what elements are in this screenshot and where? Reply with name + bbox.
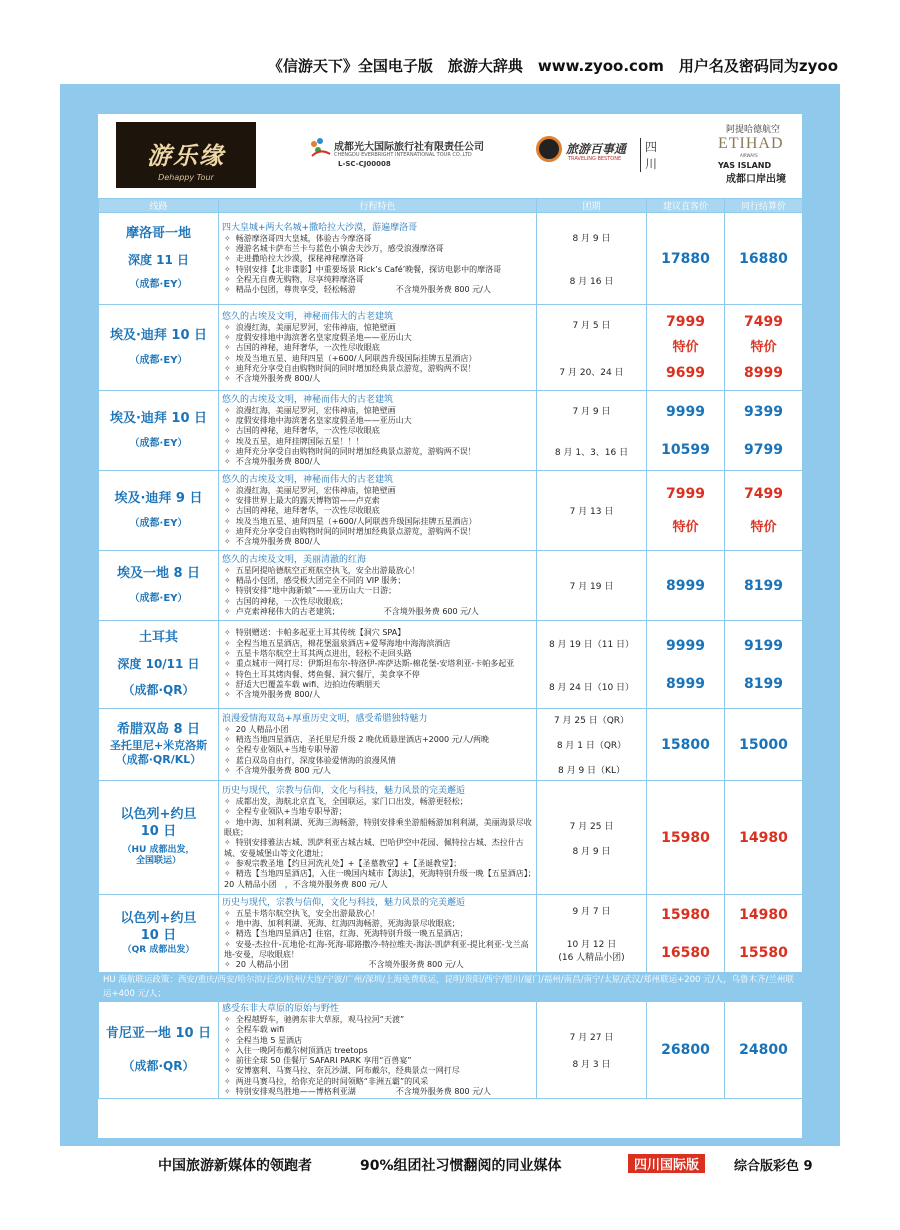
features-cell: ✧ 特别赠送：卡帕多起亚土耳其传统【洞穴 SPA】 ✧ 全程当地五星酒店，棉花堡温泉酒店+爱琴海地中海海滨酒店 ✧ 五星卡塔尔航空土耳其两点进出，轻松不走回头路 ✧ 重点城市一网打尽：伊斯坦布尔-特洛伊-库萨达斯-棉花堡-安塔利亚-卡帕多起亚 ✧ 特色土耳其烤肉餐、烤鱼餐、洞穴餐厅，美食享不停 ✧ 舒适大巴覆盖车载 wifi、边拍边传晒朋天 ✧ 不含境外服务费 800/人 bbox=[219, 621, 537, 709]
retail-price: 9999 8999 bbox=[647, 621, 725, 709]
trade-price: 9399 9799 bbox=[725, 391, 803, 471]
table-row bbox=[99, 709, 803, 781]
table-row bbox=[99, 213, 803, 305]
features-cell: 感受东非大草原的原始与野性 ✧ 全程越野车，驰骋东非大草原，观马拉河“天渡” ✧ 全程车载 wifi ✧ 全程当地 5 星酒店 ✧ 入住一晚阿布戴尔树顶酒店 treetops ✧ 前往全球 50 佳餐厅 SAFARI PARK 享用“百兽宴” ✧ 安博塞利、马赛马拉、奈瓦沙湖、阿布戴尔，经典景点一网打尽 ✧ 两进马赛马拉，给你充足的时间领略“非洲五霸”的风采 ✧ 特别安排观鸟胜地——博格利亚湖 不含境外服务费 800 元/人 bbox=[219, 1002, 537, 1099]
retail-price: 15800 bbox=[647, 709, 725, 781]
tour-table bbox=[98, 198, 803, 1099]
dates-cell: 8 月 19 日（11 日） 8 月 24 日（10 日） bbox=[537, 621, 647, 709]
content-paper bbox=[98, 114, 802, 1138]
trade-price: 15000 bbox=[725, 709, 803, 781]
dates-cell: 7 月 25 日 8 月 9 日 bbox=[537, 781, 647, 895]
dates-cell: 7 月 9 日 8 月 1、3、16 日 bbox=[537, 391, 647, 471]
route-cell: 肯尼亚一地 10 日 （成都·QR） bbox=[99, 1002, 219, 1099]
trade-price: 7499 特价 8999 bbox=[725, 305, 803, 391]
youlexuan-logo: 游乐缘 Dehappy Tour bbox=[116, 122, 256, 188]
features-cell: 悠久的古埃及文明，美丽清澈的红海 ✧ 五星阿提哈德航空正班航空执飞，安全出游最放心！ ✧ 精品小包团，感受极大团完全不同的 VIP 服务； ✧ 特别安排“地中海新娘”——亚历山大一日游； ✧ 古国的神秘，一次性尽收眼底； ✧ 卢克索神秘伟大的古老建筑； 不含境外服务费 600 元/人 bbox=[219, 551, 537, 621]
trade-price: 14980 15580 bbox=[725, 895, 803, 973]
logo-bar bbox=[98, 114, 802, 198]
dates-cell: 7 月 27 日 8 月 3 日 bbox=[537, 1002, 647, 1099]
col-features: 行程特色 bbox=[219, 199, 537, 213]
route-cell: 埃及·迪拜 10 日 （成都·EY） bbox=[99, 391, 219, 471]
footer-slogan-1: 中国旅游新媒体的领跑者 bbox=[158, 1158, 312, 1174]
features-cell: 悠久的古埃及文明，神秘而伟大的古老建筑 ✧ 浪漫红海，美丽尼罗河，宏伟神庙，惊艳壁画 ✧ 度假安排地中海滨著名皇家度假圣地——亚历山大 ✧ 古国的神秘，迪拜奢华，一次性尽收眼底 ✧ 埃及五星，迪拜挂牌国际五星！！！ ✧ 迪拜充分享受自由购物时间的同时增加经典景点游览，游购两不误！ ✧ 不含境外服务费 800/人 bbox=[219, 391, 537, 471]
trade-price: 16880 bbox=[725, 213, 803, 305]
route-cell: 摩洛哥一地 深度 11 日 （成都·EY） bbox=[99, 213, 219, 305]
features-cell: 浪漫爱情海双岛+厚重历史文明，感受希腊独特魅力 ✧ 20 人精品小团 ✧ 精选当地四星酒店、圣托里尼升级 2 晚优质悬崖酒店+2000 元/人/两晚 ✧ 全程专业领队+当地专职导游 ✧ 蓝白双岛自由行，深度体验爱情海的浪漫风情 ✧ 不含境外服务费 800 元/人 bbox=[219, 709, 537, 781]
table-row bbox=[99, 781, 803, 895]
page-number: 综合版彩色 9 bbox=[734, 1159, 813, 1174]
trade-price: 24800 bbox=[725, 1002, 803, 1099]
route-cell: 土耳其 深度 10/11 日 （成都·QR） bbox=[99, 621, 219, 709]
dates-cell: 7 月 5 日 7 月 20、24 日 bbox=[537, 305, 647, 391]
table-row bbox=[99, 621, 803, 709]
retail-price: 15980 bbox=[647, 781, 725, 895]
col-dates: 团期 bbox=[537, 199, 647, 213]
dates-cell: 7 月 13 日 bbox=[537, 471, 647, 551]
retail-price: 15980 16580 bbox=[647, 895, 725, 973]
features-cell: 四大皇城+两大名城+撒哈拉大沙漠，游遍摩洛哥 ✧ 畅游摩洛哥四大皇城，体验古今摩洛哥 ✧ 漫游名城卡萨布兰卡与蓝色小镇舍夫沙万，感受浪漫摩洛哥 ✧ 走进撒哈拉大沙漠，探秘神秘摩洛哥 ✧ 特别安排【北非谍影】中重要场景 Rick’s Café’晚餐，探访电影中的摩洛哥 ✧ 全程无自费无购物，尽享纯粹摩洛哥 ✧ 精品小包团，尊贵享受，轻松畅游 不含境外服务费 800 元/人 bbox=[219, 213, 537, 305]
table-row bbox=[99, 391, 803, 471]
dates-cell: 8 月 9 日 8 月 16 日 bbox=[537, 213, 647, 305]
page-footer bbox=[0, 1155, 900, 1175]
route-cell: 以色列+约旦 10 日 （HU 成都出发， 全国联运） bbox=[99, 781, 219, 895]
table-row bbox=[99, 1002, 803, 1099]
features-cell: 悠久的古埃及文明，神秘而伟大的古老建筑 ✧ 浪漫红海，美丽尼罗河，宏伟神庙，惊艳壁画 ✧ 度假安排地中海滨著名皇家度假圣地——亚历山大 ✧ 古国的神秘，迪拜奢华，一次性尽收眼底 ✧ 埃及当地五星、迪拜四星（+600/人阿联酋升级国际挂牌五星酒店） ✧ 迪拜充分享受自由购物时间的同时增加经典景点游览，游购两不误！ ✧ 不含境外服务费 800/人 bbox=[219, 305, 537, 391]
retail-price: 8999 bbox=[647, 551, 725, 621]
table-header bbox=[99, 199, 803, 213]
table-row bbox=[99, 471, 803, 551]
page-header: 《信游天下》全国电子版 旅游大辞典 www.zyoo.com 用户名及密码同为zyoo bbox=[267, 57, 838, 75]
chengdu-everbright-logo: 成都光大国际旅行社有限责任公司 CHENGDU EVERBRIGHT INTERNATIONAL TOUR CO.,LTD L-SC-CJ00008 bbox=[308, 134, 498, 174]
dates-cell: 7 月 25 日（QR） 8 月 1 日（QR） 8 月 9 日（KL） bbox=[537, 709, 647, 781]
retail-price: 7999 特价 bbox=[647, 471, 725, 551]
edition-badge: 四川国际版 bbox=[628, 1154, 705, 1173]
retail-price: 17880 bbox=[647, 213, 725, 305]
mascot-icon bbox=[536, 136, 562, 162]
lvyou-baishitong-logo: 旅游百事通 TRAVELING BESTONE 四川 bbox=[536, 134, 666, 174]
features-cell: 历史与现代，宗教与信仰，文化与科技，魅力风景的完美邂逅 ✧ 成都出发，海航北京直飞，全国联运，家门口出发，畅游更轻松； ✧ 全程专业领队+当地专职导游； ✧ 地中海、加利利湖、死海三海畅游，特别安排乘坐游船畅游加利利湖，美丽海景尽收眼底； ✧ 特别安排雅法古城、凯萨利亚古城古城、巴哈伊空中花园、佩特拉古城、杰拉什古城、安曼城堡山等文化遗址； ✧ 参观宗教圣地【约旦河洗礼处】+【圣墓教堂】+【圣诞教堂】； ✧ 精选【当地四星酒店】，入住一晚国内城市【海法】，死海特别升级一晚【五星酒店】； 20 人精品小团 ，不含境外服务费 800 元/人 bbox=[219, 781, 537, 895]
retail-price: 9999 10599 bbox=[647, 391, 725, 471]
trade-price: 14980 bbox=[725, 781, 803, 895]
features-cell: 悠久的古埃及文明，神秘而伟大的古老建筑 ✧ 浪漫红海，美丽尼罗河，宏伟神庙，惊艳壁画 ✧ 安排世界上最大的露天博物馆——卢克索 ✧ 古国的神秘，迪拜奢华，一次性尽收眼底 ✧ 埃及当地五星、迪拜四星（+600/人阿联酋升级国际挂牌五星酒店） ✧ 迪拜充分享受自由购物时间的同时增加经典景点游览，游购两不误！ ✧ 不含境外服务费 800/人 bbox=[219, 471, 537, 551]
dates-cell: 7 月 19 日 bbox=[537, 551, 647, 621]
retail-price: 7999 特价 9699 bbox=[647, 305, 725, 391]
trade-price: 8199 bbox=[725, 551, 803, 621]
route-cell: 埃及·迪拜 9 日 （成都·EY） bbox=[99, 471, 219, 551]
trade-price: 9199 8199 bbox=[725, 621, 803, 709]
footer-slogan-2: 90%组团社习惯翻阅的同业媒体 bbox=[360, 1158, 562, 1174]
route-cell: 以色列+约旦 10 日 （QR 成都出发） bbox=[99, 895, 219, 973]
route-cell: 埃及·迪拜 10 日 （成都·EY） bbox=[99, 305, 219, 391]
table-row bbox=[99, 551, 803, 621]
hu-note-text: HU 海航联运政策：西安/重庆/西安/哈尔滨/长沙/杭州/大连/宁波/广州/深圳/上海免费联运，昆明/贵阳/西宁/银川/厦门/福州/南昌/南宁/太原/武汉/郑州联运+200 元/人，乌鲁木齐/兰州联运+400 元/人； bbox=[99, 973, 803, 1002]
travel-agency-icon bbox=[308, 136, 332, 160]
etihad-logo: 阿提哈德航空 ETIHAD AIRWAYS YAS ISLAND 成都口岸出境 bbox=[718, 125, 786, 185]
features-cell: 历史与现代，宗教与信仰，文化与科技，魅力风景的完美邂逅 ✧ 五星卡塔尔航空执飞，安全出游最放心！ ✧ 地中海、加利利湖、死海、红海四海畅游，死海海景尽收眼底； ✧ 精选【当地四星酒店】住宿，红海、死海特别升级一晚五星酒店； ✧ 安曼-杰拉什-瓦地伦-红海-死海-耶路撒冷-特拉维夫-海法-凯萨利亚-提比利亚-戈兰高地-安曼，尽收眼底！ ✧ 20 人精品小团 不含境外服务费 800 元/人 bbox=[219, 895, 537, 973]
col-trade-price: 同行结算价 bbox=[725, 199, 803, 213]
hu-transfer-note bbox=[99, 973, 803, 1002]
route-cell: 埃及一地 8 日 （成都·EY） bbox=[99, 551, 219, 621]
trade-price: 7499 特价 bbox=[725, 471, 803, 551]
table-row bbox=[99, 895, 803, 973]
col-retail-price: 建议直客价 bbox=[647, 199, 725, 213]
route-cell: 希腊双岛 8 日 圣托里尼+米克洛斯 （成都·QR/KL） bbox=[99, 709, 219, 781]
retail-price: 26800 bbox=[647, 1002, 725, 1099]
dates-cell: 9 月 7 日 10 月 12 日 (16 人精品小团) bbox=[537, 895, 647, 973]
table-row bbox=[99, 305, 803, 391]
col-route: 线路 bbox=[99, 199, 219, 213]
